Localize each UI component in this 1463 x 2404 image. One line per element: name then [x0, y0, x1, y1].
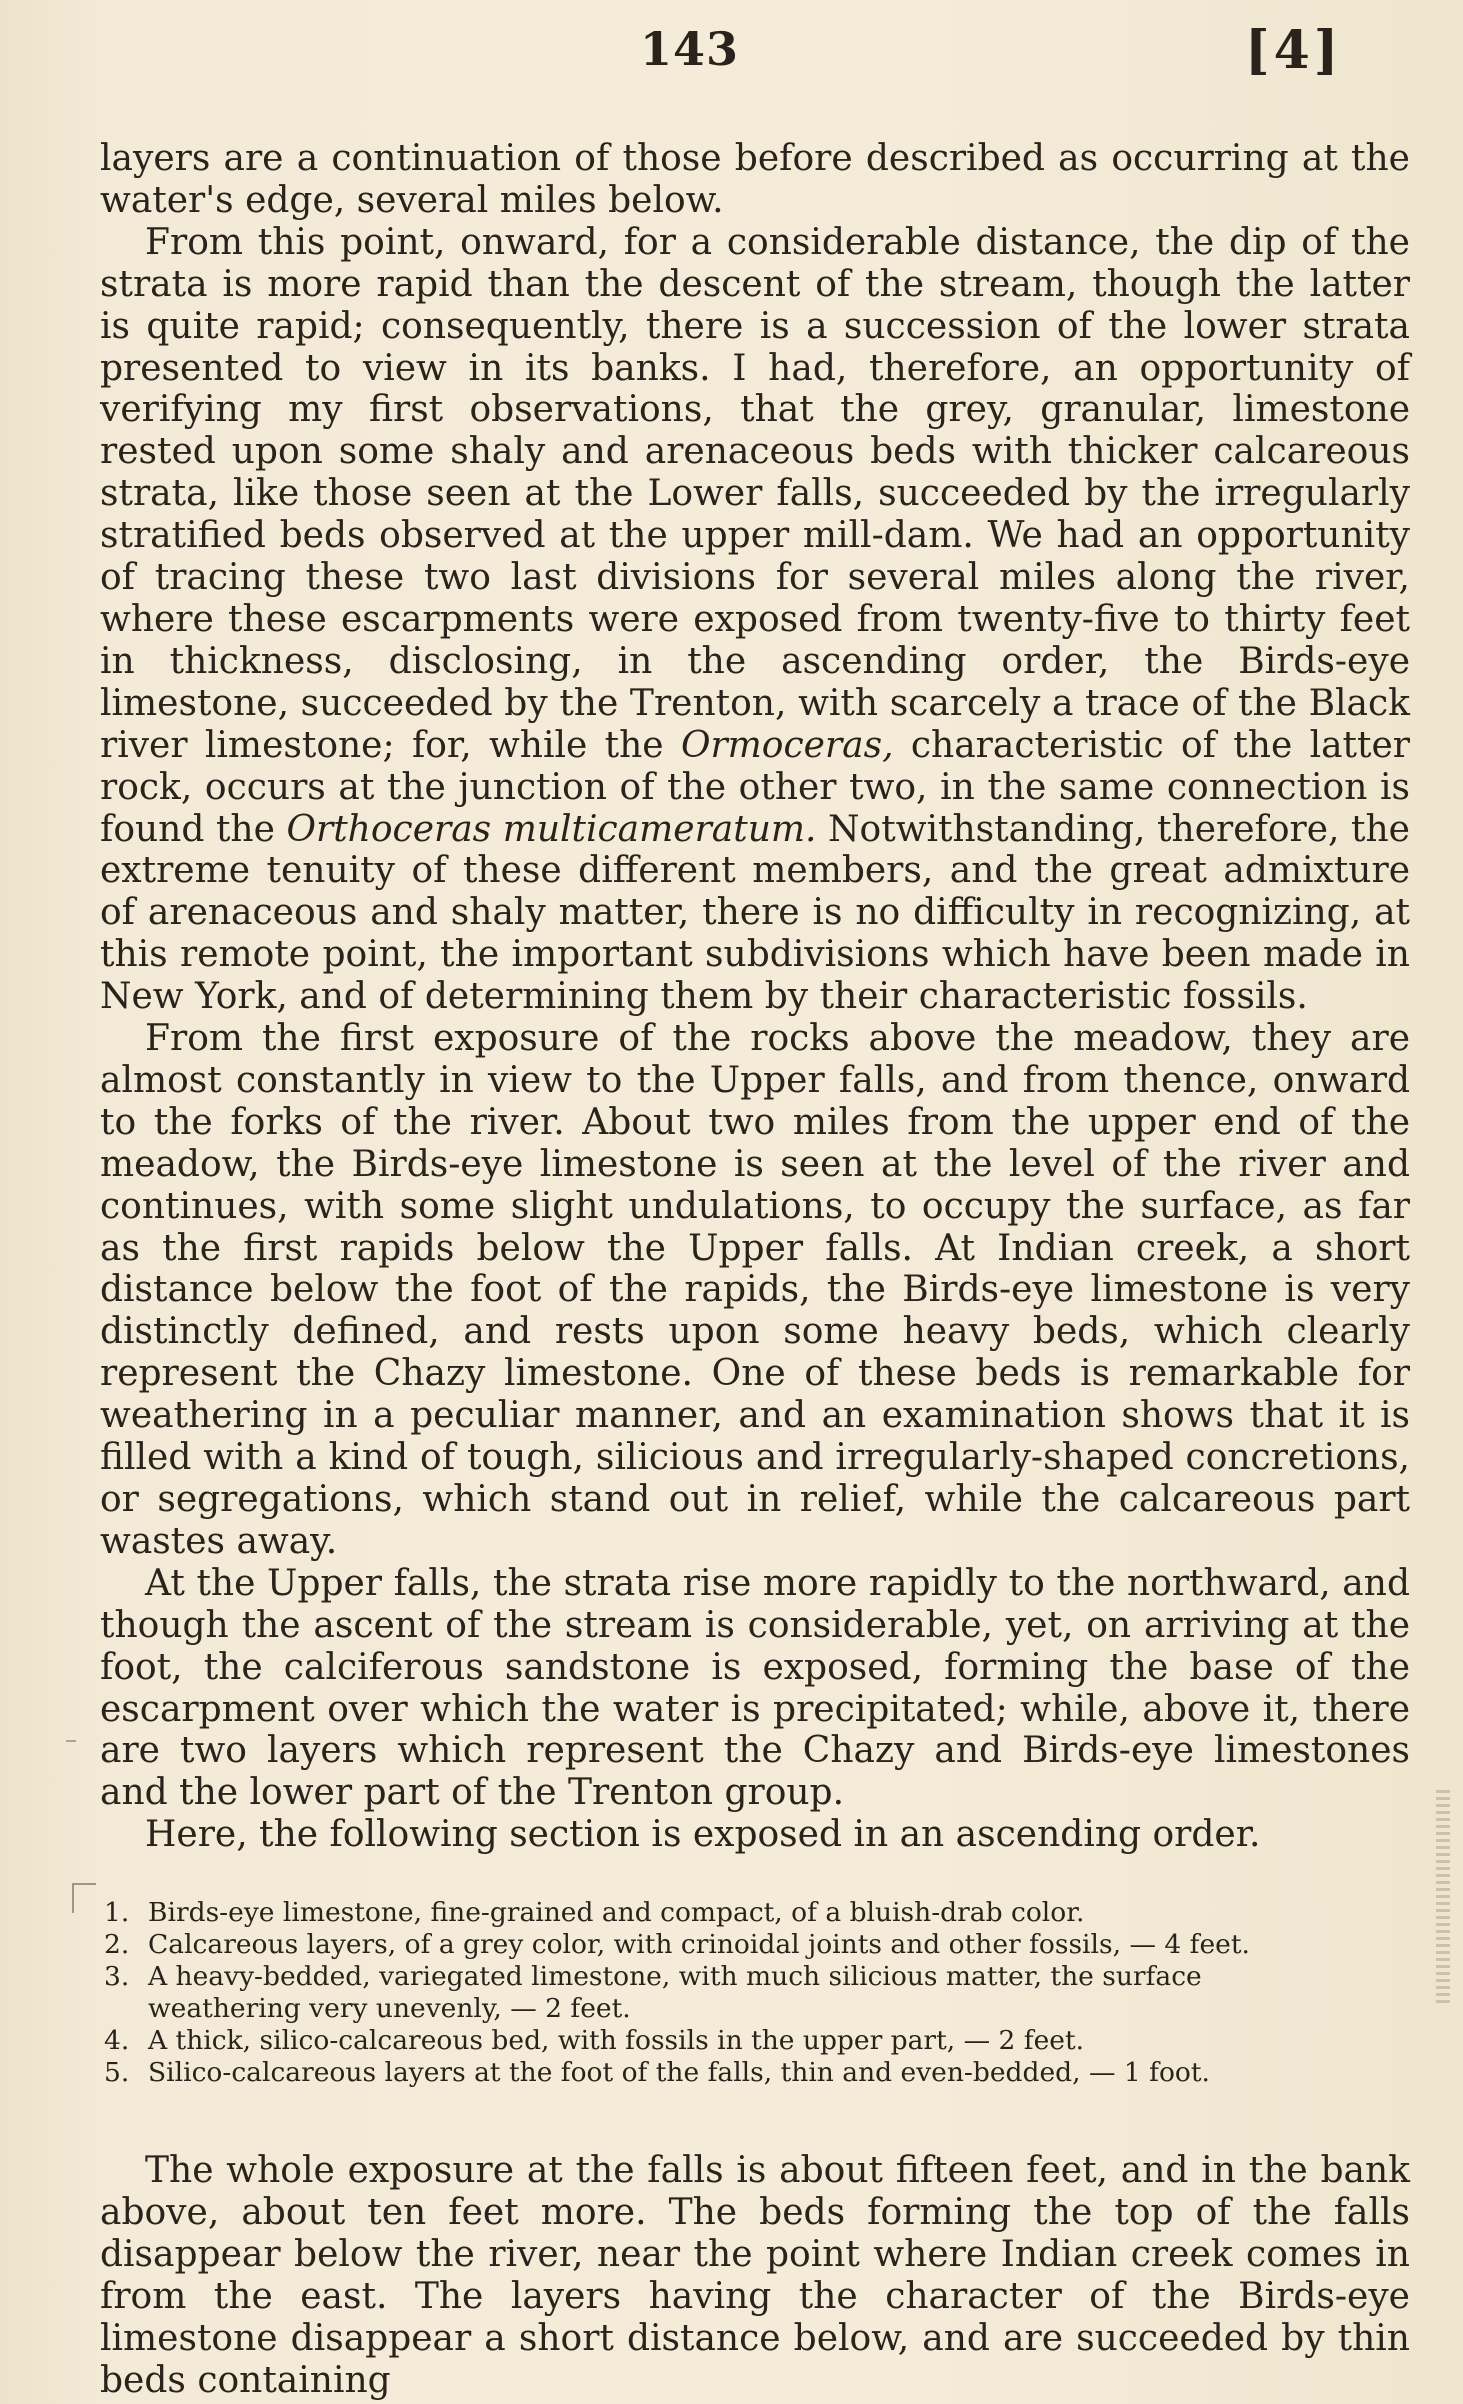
paragraph-strata-rise: At the Upper falls, the strata rise more rapidly to the northward, and though the ascent of the stream is considerable, yet, on arriving at the foot, the calciferous sandstone is exposed, forming the base of the escarpment over which the water is precipitated; while, above it, there are two layers which represent the Chazy and Birds-eye limestones and the lower part of the Trenton group. [100, 1562, 1410, 1814]
main-text [100, 138, 1410, 1856]
list-item-text: A thick, silico-calcareous bed, with fossils in the upper part, — 2 feet. [148, 2025, 1085, 2056]
list-item-text: Birds-eye limestone, fine-grained and compact, of a bluish-drab color. [148, 1897, 1085, 1928]
list-item-number: 5. [104, 2057, 130, 2088]
paragraph-text: characteristic of the latter rock, occurs at the junction of the other two, in the same connection is found the [100, 724, 1411, 850]
paragraph-dip-of-strata [100, 222, 1410, 1018]
paragraph-text: Notwithstanding, therefore, the extreme tenuity of these different members, and the great admixture of arenaceous and shaly matter, there is no difficulty in recognizing, at this remote point, the important subdivisions which have been made in New York, and of determining them by their characteristic fossils. [100, 808, 1410, 1018]
paragraph-continuation: layers are a continuation of those before described as occurring at the water's edge, several miles below. [100, 138, 1410, 221]
page-header [0, 18, 1463, 88]
paragraph-whole-exposure: The whole exposure at the falls is about fifteen feet, and in the bank above, about ten feet more. The beds forming the top of the falls disappear below the river, near the point where Indian creek comes in from the east. The layers having the character of the Birds-eye limestone disappear a short distance below, and are succeeded by thin beds containing [100, 2150, 1410, 2401]
sheet-signature-mark: [4] [1245, 20, 1343, 81]
margin-corner-mark [72, 1883, 96, 1913]
list-item [104, 1961, 1294, 2025]
closing-text [100, 2150, 1410, 2401]
list-item-number: 2. [104, 1929, 130, 1960]
list-item-number: 3. [104, 1961, 130, 1992]
list-item-text: A heavy-bedded, variegated limestone, with much silicious matter, the surface weathering very unevenly, — 2 feet. [148, 1961, 1202, 2024]
italic-term-ormoceras: Ormoceras, [680, 724, 894, 766]
paragraph-text: From this point, onward, for a considerable distance, the dip of the strata is more rapid than the descent of the stream, though the latter is quite rapid; consequently, there is a succession of the lower strata presented to view in its banks. I had, therefore, an opportunity of verifying my first observations, that the grey, granular, limestone rested upon some shaly and arenaceous beds with thicker calcareous strata, like those seen at the Lower falls, succeeded by the irregularly stratified beds observed at the upper mill-dam. We had an opportunity of tracing these two last divisions for several miles along the river, where these escarpments were exposed from twenty-five to thirty feet in thickness, disclosing, in the ascending order, the Birds-eye limestone, succeeded by the Trenton, with scarcely a trace of the Black river limestone; for, while the [100, 221, 1410, 766]
margin-dash-mark [66, 1740, 76, 1742]
page-number: 143 [640, 22, 740, 76]
list-item-text: Silico-calcareous layers at the foot of the falls, thin and even-bedded, — 1 foot. [148, 2057, 1210, 2088]
list-item [104, 1897, 1294, 1929]
list-item [104, 1929, 1294, 1961]
paragraph-upper-falls-view: From the first exposure of the rocks above the meadow, they are almost constantly in view to the Upper falls, and from thence, onward to the forks of the river. About two miles from the upper end of the meadow, the Birds-eye limestone is seen at the level of the river and continues, with some slight undulations, to occupy the surface, as far as the first rapids below the Upper falls. At Indian creek, a short distance below the foot of the rapids, the Birds-eye limestone is very distinctly defined, and rests upon some heavy beds, which clearly represent the Chazy limestone. One of these beds is remarkable for weathering in a peculiar manner, and an examination shows that it is filled with a kind of tough, silicious and irregularly-shaped concretions, or segregations, which stand out in relief, while the calcareous part wastes away. [100, 1018, 1410, 1562]
list-item [104, 2057, 1294, 2089]
section-list [104, 1897, 1294, 2089]
italic-term-orthoceras: Orthoceras multicameratum. [286, 808, 817, 850]
margin-library-stamp [1436, 1790, 1450, 2005]
list-item [104, 2025, 1294, 2057]
list-item-number: 1. [104, 1897, 130, 1928]
paragraph-section-intro: Here, the following section is exposed in an ascending order. [145, 1814, 1261, 1856]
list-item-text: Calcareous layers, of a grey color, with crinoidal joints and other fossils, — 4 feet. [148, 1929, 1250, 1960]
list-item-number: 4. [104, 2025, 130, 2056]
